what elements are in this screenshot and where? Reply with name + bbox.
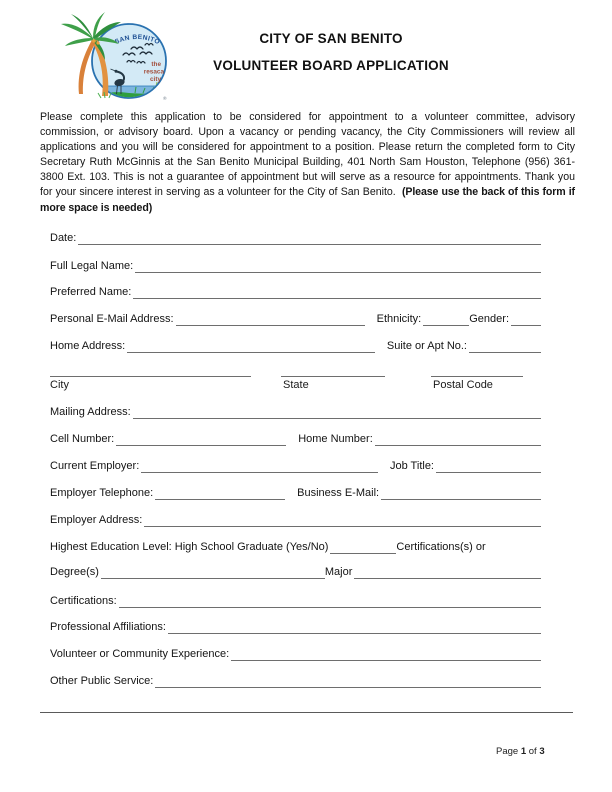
form-row-employer-address — [50, 510, 541, 527]
suite-apt-input-line[interactable] — [469, 338, 541, 353]
job-title-label: Job Title: — [389, 460, 434, 472]
form-row-email-ethnicity-gender — [50, 309, 541, 326]
major-label: Major — [324, 566, 353, 578]
business-email-input-line[interactable] — [381, 485, 541, 500]
form-row-education — [50, 537, 541, 554]
gender-label: Gender: — [469, 313, 509, 325]
form-row-professional-affiliations — [50, 617, 541, 634]
major-input-line[interactable] — [354, 564, 541, 579]
employer-address-label: Employer Address: — [50, 514, 143, 526]
ethnicity-input-line[interactable] — [423, 311, 469, 326]
certifications-or-label: Certifications(s) or — [396, 541, 486, 553]
form-row-full-legal-name — [50, 256, 541, 273]
form-row-certifications — [50, 591, 541, 608]
form-row-phone-numbers — [50, 429, 541, 446]
home-address-input-line[interactable] — [127, 338, 375, 353]
svg-text:the: the — [151, 61, 161, 68]
education-label: Highest Education Level: High School Graduate (Yes/No) — [50, 541, 329, 553]
cell-number-label: Cell Number: — [50, 433, 115, 445]
personal-email-input-line[interactable] — [176, 311, 365, 326]
volunteer-experience-input-line[interactable] — [231, 646, 541, 661]
mailing-address-input-line[interactable] — [133, 404, 541, 419]
intro-bold-note: (Please use the back of this form if more space is needed) — [40, 186, 575, 214]
job-title-input-line[interactable] — [436, 458, 541, 473]
page-word: Page — [496, 746, 519, 757]
cell-number-input-line[interactable] — [116, 431, 286, 446]
form-row-preferred-name — [50, 282, 541, 299]
title-line-1: CITY OF SAN BENITO — [259, 31, 403, 46]
degrees-label: Degree(s) — [50, 566, 99, 578]
home-number-label: Home Number: — [298, 433, 373, 445]
seal-arc-text: SAN BENITO — [113, 33, 161, 47]
employer-address-input-line[interactable] — [144, 512, 541, 527]
postal-code-label: Postal Code — [433, 379, 493, 391]
employer-telephone-input-line[interactable] — [155, 485, 285, 500]
title-line-2: VOLUNTEER BOARD APPLICATION — [213, 58, 449, 73]
form-row-degree-major — [50, 562, 541, 579]
city-label: City — [50, 379, 69, 391]
form-row-employer-contact — [50, 483, 541, 500]
form-row-date — [50, 228, 541, 245]
date-label: Date: — [50, 232, 77, 244]
volunteer-experience-label: Volunteer or Community Experience: — [50, 648, 230, 660]
current-employer-label: Current Employer: — [50, 460, 140, 472]
intro-text: Please complete this application to be considered for appointment to a volunteer committee, advisory commission, or advisory board. Upon a vacancy or pending vacancy, the City Commissioners will review all applications and you will be considered for appointment to a position. Please return the completed form to City Secretary Ruth McGinnis at the San Benito Municipal Building, 401 North Sam Houston, Telephone (956) 361-3800 Ext. 103. This is not a guarantee of appointment but will serve as a resource for appointments. Thank you for your sincere interest in serving as a volunteer for the City of San Benito. — [40, 111, 575, 199]
form-row-other-public-service — [50, 671, 541, 688]
intro-paragraph — [40, 110, 575, 216]
gender-input-line[interactable] — [511, 311, 541, 326]
state-input-line[interactable] — [281, 376, 385, 377]
svg-text:resaca: resaca — [143, 68, 164, 76]
suite-apt-label: Suite or Apt No.: — [386, 340, 467, 352]
form-row-mailing-address — [50, 402, 541, 419]
other-public-service-label: Other Public Service: — [50, 675, 154, 687]
state-label: State — [283, 379, 309, 391]
other-public-service-input-line[interactable] — [155, 673, 541, 688]
professional-affiliations-label: Professional Affiliations: — [50, 621, 166, 633]
home-address-label: Home Address: — [50, 340, 126, 352]
date-input-line[interactable] — [78, 230, 541, 245]
personal-email-label: Personal E-Mail Address: — [50, 313, 174, 325]
of-word: of — [528, 746, 537, 757]
mailing-address-label: Mailing Address: — [50, 406, 131, 418]
certifications-label: Certifications: — [50, 595, 117, 607]
preferred-name-label: Preferred Name: — [50, 286, 132, 298]
preferred-name-input-line[interactable] — [133, 284, 541, 299]
full-legal-name-label: Full Legal Name: — [50, 260, 134, 272]
document-title — [120, 25, 542, 79]
postal-code-input-line[interactable] — [431, 376, 523, 377]
employer-telephone-label: Employer Telephone: — [50, 487, 154, 499]
continuation-input-line[interactable] — [40, 695, 573, 713]
form-row-employer-jobtitle — [50, 456, 541, 473]
degrees-input-line[interactable] — [101, 564, 325, 579]
home-number-input-line[interactable] — [375, 431, 541, 446]
professional-affiliations-input-line[interactable] — [168, 619, 541, 634]
page-number: 1 — [520, 746, 527, 757]
current-employer-input-line[interactable] — [141, 458, 378, 473]
page-indicator — [496, 746, 545, 757]
full-legal-name-input-line[interactable] — [135, 258, 541, 273]
city-input-line[interactable] — [50, 376, 251, 377]
business-email-label: Business E-Mail: — [297, 487, 380, 499]
ethnicity-label: Ethnicity: — [376, 313, 422, 325]
page-total: 3 — [539, 746, 545, 757]
form-row-city-state-postal — [50, 361, 541, 393]
high-school-graduate-input-line[interactable] — [330, 539, 396, 554]
form-row-home-address — [50, 336, 541, 353]
form-row-volunteer-experience — [50, 644, 541, 661]
svg-text:city: city — [149, 76, 161, 83]
certifications-input-line[interactable] — [119, 593, 541, 608]
registered-trademark: ® — [163, 97, 167, 102]
